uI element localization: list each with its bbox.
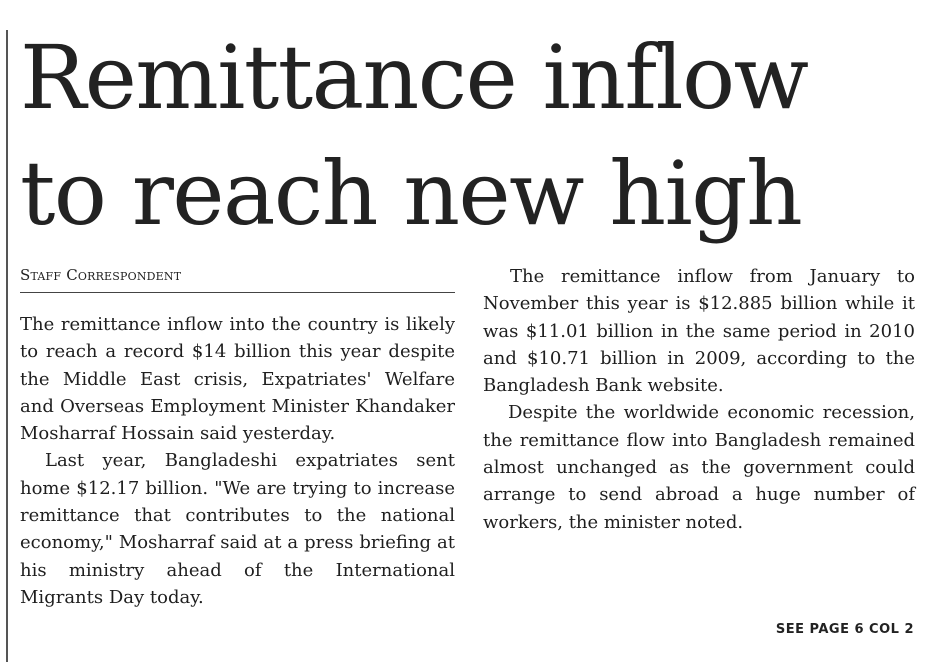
column-rule [6, 30, 8, 662]
byline: Staff Correspondent [20, 266, 455, 293]
paragraph: The remittance inflow into the country is likely to reach a record $14 billion this year despite the Middle East crisis, Expatriates' Welfare and Overseas Employment Minister Khandaker Mosharraf Hossain said yesterday. [20, 314, 455, 445]
paragraph: Despite the worldwide economic recession, the remittance flow into Bangladesh remained almost unchanged as the government could arrange to send abroad a huge number of workers, the minister noted. [483, 402, 915, 533]
headline-line-2: to reach new high [20, 142, 802, 245]
article-column-right [483, 263, 915, 536]
headline-line-1: Remittance inflow [20, 26, 808, 129]
paragraph: The remittance inflow from January to November this year is $12.885 billion while it was $11.01 billion in the same period in 2010 and $10.71 billion in 2009, according to the Bangladesh Bank website. [483, 266, 915, 397]
headline [20, 20, 920, 252]
article-column-left [20, 311, 455, 611]
continuation-note: SEE PAGE 6 COL 2 [775, 622, 914, 637]
paragraph: Last year, Bangladeshi expatriates sent home $12.17 billion. "We are trying to increase remittance that contributes to the national economy," Mosharraf said at a press briefing at his ministry ahead of the International Migrants Day today. [20, 450, 455, 608]
